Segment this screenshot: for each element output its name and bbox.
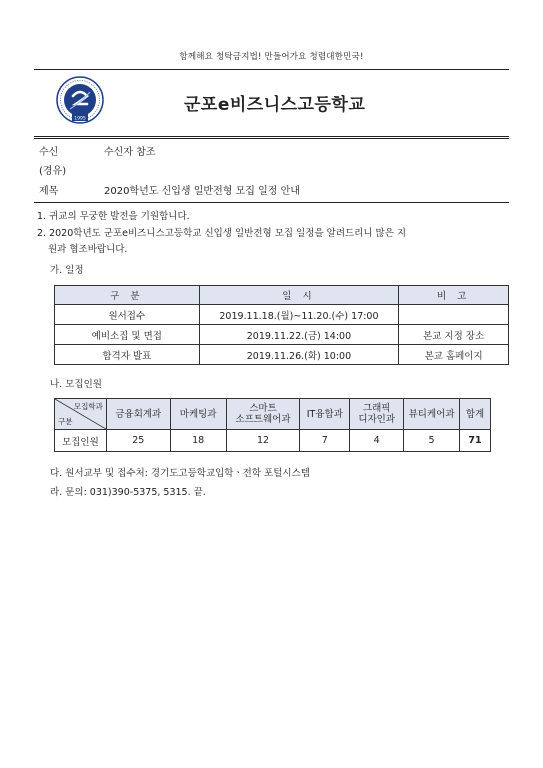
schedule-cell xyxy=(399,305,509,325)
dept-header: 뷰티케어과 xyxy=(404,399,460,430)
schedule-cell: 2019.11.26.(화) 10:00 xyxy=(199,345,399,365)
schedule-cell: 2019.11.18.(월)~11.20.(수) 17:00 xyxy=(199,305,399,325)
dept-header: IT융합과 xyxy=(300,399,350,430)
paragraph-1: 1. 귀교의 무궁한 발전을 기원합니다. xyxy=(37,211,190,222)
count-cell: 5 xyxy=(404,430,460,452)
table-row xyxy=(55,430,491,452)
school-name: 군포e비즈니스고등학교 xyxy=(184,95,366,115)
schedule-header-row xyxy=(55,286,509,305)
section-a-heading: 가. 일정 xyxy=(50,265,84,276)
schedule-cell: 본교 홈페이지 xyxy=(399,345,509,365)
schedule-header-note: 비 고 xyxy=(399,286,509,305)
schedule-cell: 합격자 발표 xyxy=(55,345,200,365)
paragraph-2-line-2: 원과 협조바랍니다. xyxy=(48,244,128,255)
table-row xyxy=(55,305,509,325)
schedule-cell: 본교 지정 장소 xyxy=(399,325,509,345)
schedule-header-datetime: 일 시 xyxy=(199,286,399,305)
recipient-label: 수신 xyxy=(39,147,59,158)
dept-header: 마케팅과 xyxy=(170,399,226,430)
subject-label: 제목 xyxy=(39,186,59,197)
subject-value: 2020학년도 신입생 일반전형 모집 일정 안내 xyxy=(104,186,300,197)
paragraph-2-line-1: 2. 2020학년도 군포e비즈니스고등학교 신입생 일반전형 모집 일정을 알려드리니 많은 지 xyxy=(37,228,407,239)
recruitment-header-row xyxy=(55,399,491,430)
corner-label-department: 모집학과 xyxy=(73,402,103,411)
header-double-rule xyxy=(34,136,509,141)
top-rule xyxy=(34,69,509,70)
recruitment-table xyxy=(54,398,491,452)
schedule-cell: 원서접수 xyxy=(55,305,200,325)
count-cell: 25 xyxy=(106,430,170,452)
schedule-cell: 예비소집 및 면접 xyxy=(55,325,200,345)
note-c: 다. 원서교부 및 접수처: 경기도고등학교입학ㆍ전학 포털시스템 xyxy=(50,468,310,479)
schedule-cell: 2019.11.22.(금) 14:00 xyxy=(199,325,399,345)
table-row xyxy=(55,325,509,345)
dept-header: 스마트 소프트웨어과 xyxy=(226,399,300,430)
count-cell: 7 xyxy=(300,430,350,452)
recipient-row xyxy=(34,143,509,163)
note-d: 라. 문의: 031)390-5375, 5315. 끝. xyxy=(50,487,206,498)
dept-header: 그래픽 디자인과 xyxy=(350,399,404,430)
total-header: 합계 xyxy=(459,399,490,430)
logo-year: 1995 xyxy=(74,116,86,122)
slogan: 함께해요 청탁금지법! 만들어가요 청렴대한민국! xyxy=(179,52,364,62)
school-logo-icon xyxy=(56,76,104,124)
count-cell: 12 xyxy=(226,430,300,452)
count-cell: 18 xyxy=(170,430,226,452)
corner-label-category: 구분 xyxy=(58,417,73,426)
table-row xyxy=(55,345,509,365)
subject-row xyxy=(34,182,509,203)
recipient-value: 수신자 참조 xyxy=(104,147,156,158)
count-cell: 4 xyxy=(350,430,404,452)
via-label: (경유) xyxy=(39,166,67,177)
row-label: 모집인원 xyxy=(55,430,107,452)
section-b-heading: 나. 모집인원 xyxy=(50,379,102,390)
schedule-header-category: 구 분 xyxy=(55,286,200,305)
total-cell: 71 xyxy=(459,430,490,452)
diagonal-corner-cell xyxy=(55,399,107,430)
via-row xyxy=(34,162,509,182)
schedule-table xyxy=(54,285,509,365)
dept-header: 금융회계과 xyxy=(106,399,170,430)
